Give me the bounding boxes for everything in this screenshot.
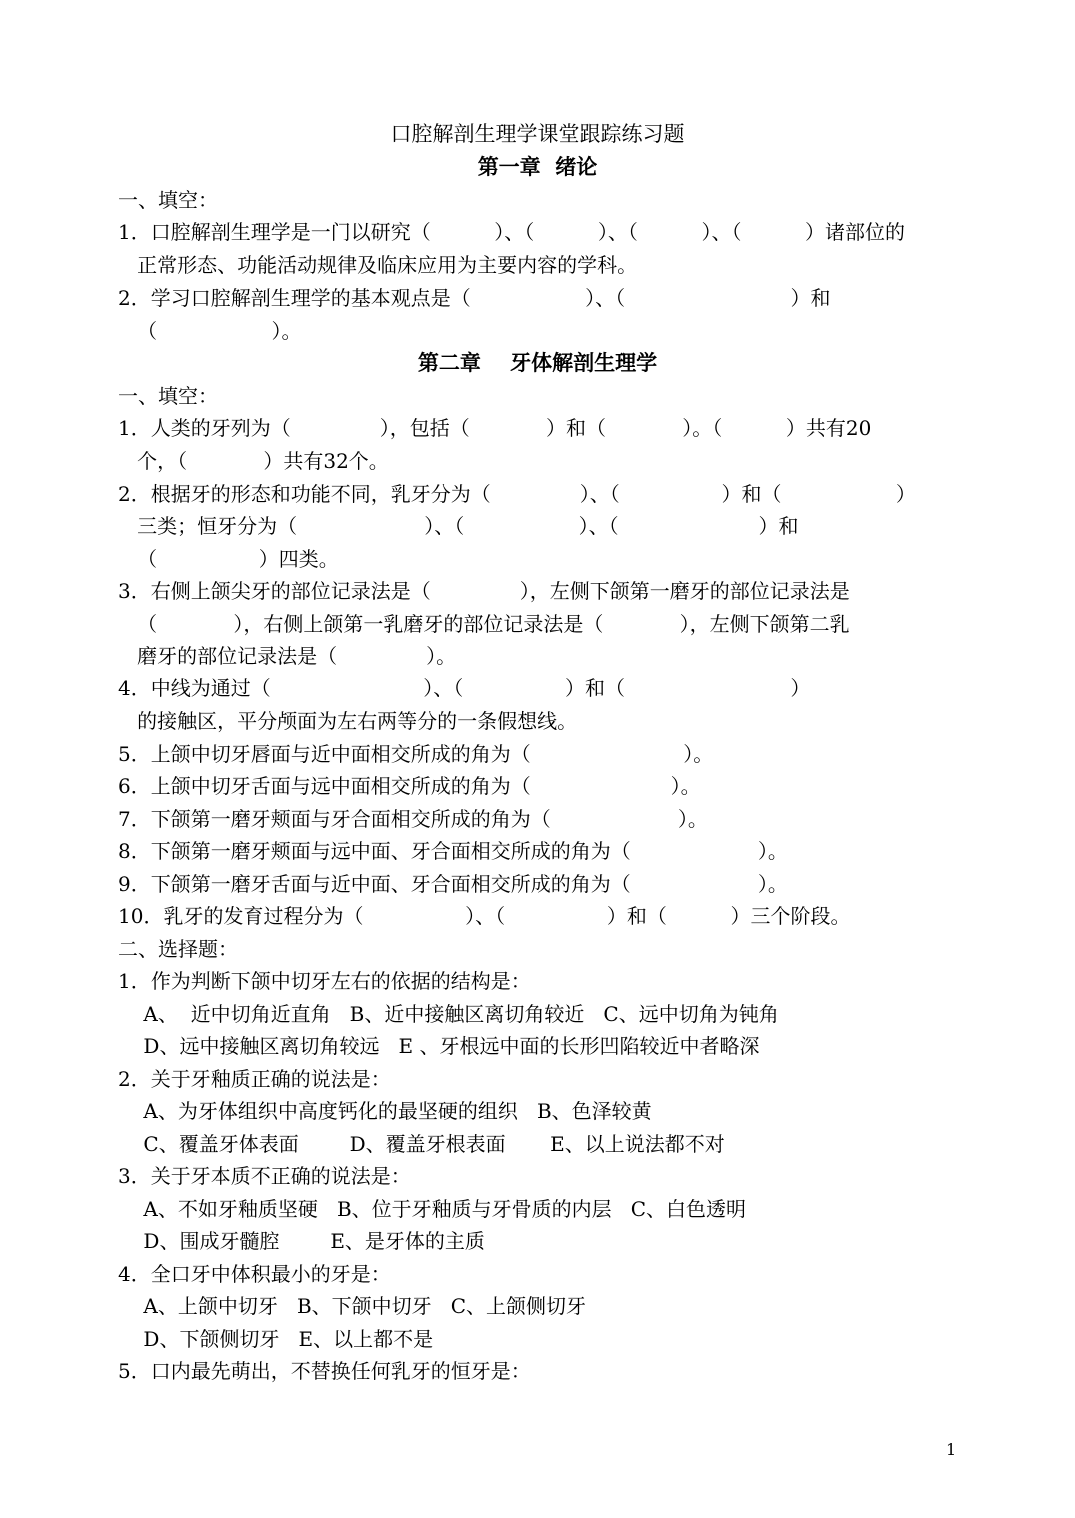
chapter-2-title: 第二章 牙体解剖生理学 xyxy=(417,350,658,375)
question-line: 4．中线为通过（ ）、（ ）和（ ） xyxy=(118,676,811,700)
question-line: 正常形态、功能活动规律及临床应用为主要内容的学科。 xyxy=(118,253,638,277)
option-line: D、围成牙髓腔 E、是牙体的主质 xyxy=(118,1229,485,1253)
option-line: A、为牙体组织中高度钙化的最坚硬的组织 B、色泽较黄 xyxy=(118,1099,652,1123)
question-line: 8．下颌第一磨牙颊面与远中面、牙合面相交所成的角为（ ）。 xyxy=(118,839,788,863)
option-line: A、 近中切角近直角 B、近中接触区离切角较近 C、远中切角为钝角 xyxy=(118,1002,779,1026)
question-line: 5．上颌中切牙唇面与近中面相交所成的角为（ ）。 xyxy=(118,742,714,766)
question-line: 3．右侧上颌尖牙的部位记录法是（ ），左侧下颌第一磨牙的部位记录法是 xyxy=(118,579,850,603)
question-line: 1．人类的牙列为（ ），包括（ ）和（ ）。（ ）共有20 xyxy=(118,416,872,440)
question-line: 4．全口牙中体积最小的牙是： xyxy=(118,1262,391,1286)
option-line: D、下颌侧切牙 E、以上都不是 xyxy=(118,1327,434,1351)
question-line: 的接触区，平分颅面为左右两等分的一条假想线。 xyxy=(118,709,578,733)
question-line: 2．根据牙的形态和功能不同，乳牙分为（ ）、（ ）和（ ） xyxy=(118,482,916,506)
question-line: 1．作为判断下颌中切牙左右的依据的结构是： xyxy=(118,969,531,993)
question-line: （ ），右侧上颌第一乳磨牙的部位记录法是（ ），左侧下颌第二乳 xyxy=(118,612,850,636)
question-line: 2．关于牙釉质正确的说法是： xyxy=(118,1067,391,1091)
question-line: 2．学习口腔解剖生理学的基本观点是（ ）、（ ）和 xyxy=(118,286,831,310)
question-line: （ ）。 xyxy=(118,319,302,343)
option-line: C、覆盖牙体表面 D、覆盖牙根表面 E、以上说法都不对 xyxy=(118,1132,725,1156)
chapter-1-title: 第一章 绪论 xyxy=(477,154,598,179)
option-line: A、上颌中切牙 B、下颌中切牙 C、上颌侧切牙 xyxy=(118,1294,587,1318)
question-line: 7．下颌第一磨牙颊面与牙合面相交所成的角为（ ）。 xyxy=(118,807,708,831)
question-line: 磨牙的部位记录法是（ ）。 xyxy=(118,644,457,668)
question-line: 1．口腔解剖生理学是一门以研究（ ）、（ ）、（ ）、（ ）诸部位的 xyxy=(118,220,906,244)
question-line: 10．乳牙的发育过程分为（ ）、（ ）和（ ）三个阶段。 xyxy=(118,904,851,928)
option-line: A、不如牙釉质坚硬 B、位于牙釉质与牙骨质的内层 C、白色透明 xyxy=(118,1197,747,1221)
question-line: 9．下颌第一磨牙舌面与近中面、牙合面相交所成的角为（ ）。 xyxy=(118,872,788,896)
section-heading-choice: 二、选择题： xyxy=(118,937,238,961)
question-line: 3．关于牙本质不正确的说法是： xyxy=(118,1164,411,1188)
option-line: D、远中接触区离切角较远 E 、牙根远中面的长形凹陷较近中者略深 xyxy=(118,1034,760,1058)
section-heading-fill-2: 一、填空： xyxy=(118,384,218,408)
document-title: 口腔解剖生理学课堂跟踪练习题 xyxy=(390,122,685,146)
question-line: 三类；恒牙分为（ ）、（ ）、（ ）和 xyxy=(118,514,799,538)
question-line: （ ）四类。 xyxy=(118,547,339,571)
page-number: 1 xyxy=(946,1440,957,1459)
question-line: 个，（ ）共有32个。 xyxy=(118,449,389,473)
question-line: 6．上颌中切牙舌面与远中面相交所成的角为（ ）。 xyxy=(118,774,701,798)
section-heading-fill-1: 一、填空： xyxy=(118,188,218,212)
question-line: 5．口内最先萌出，不替换任何乳牙的恒牙是： xyxy=(118,1359,531,1383)
